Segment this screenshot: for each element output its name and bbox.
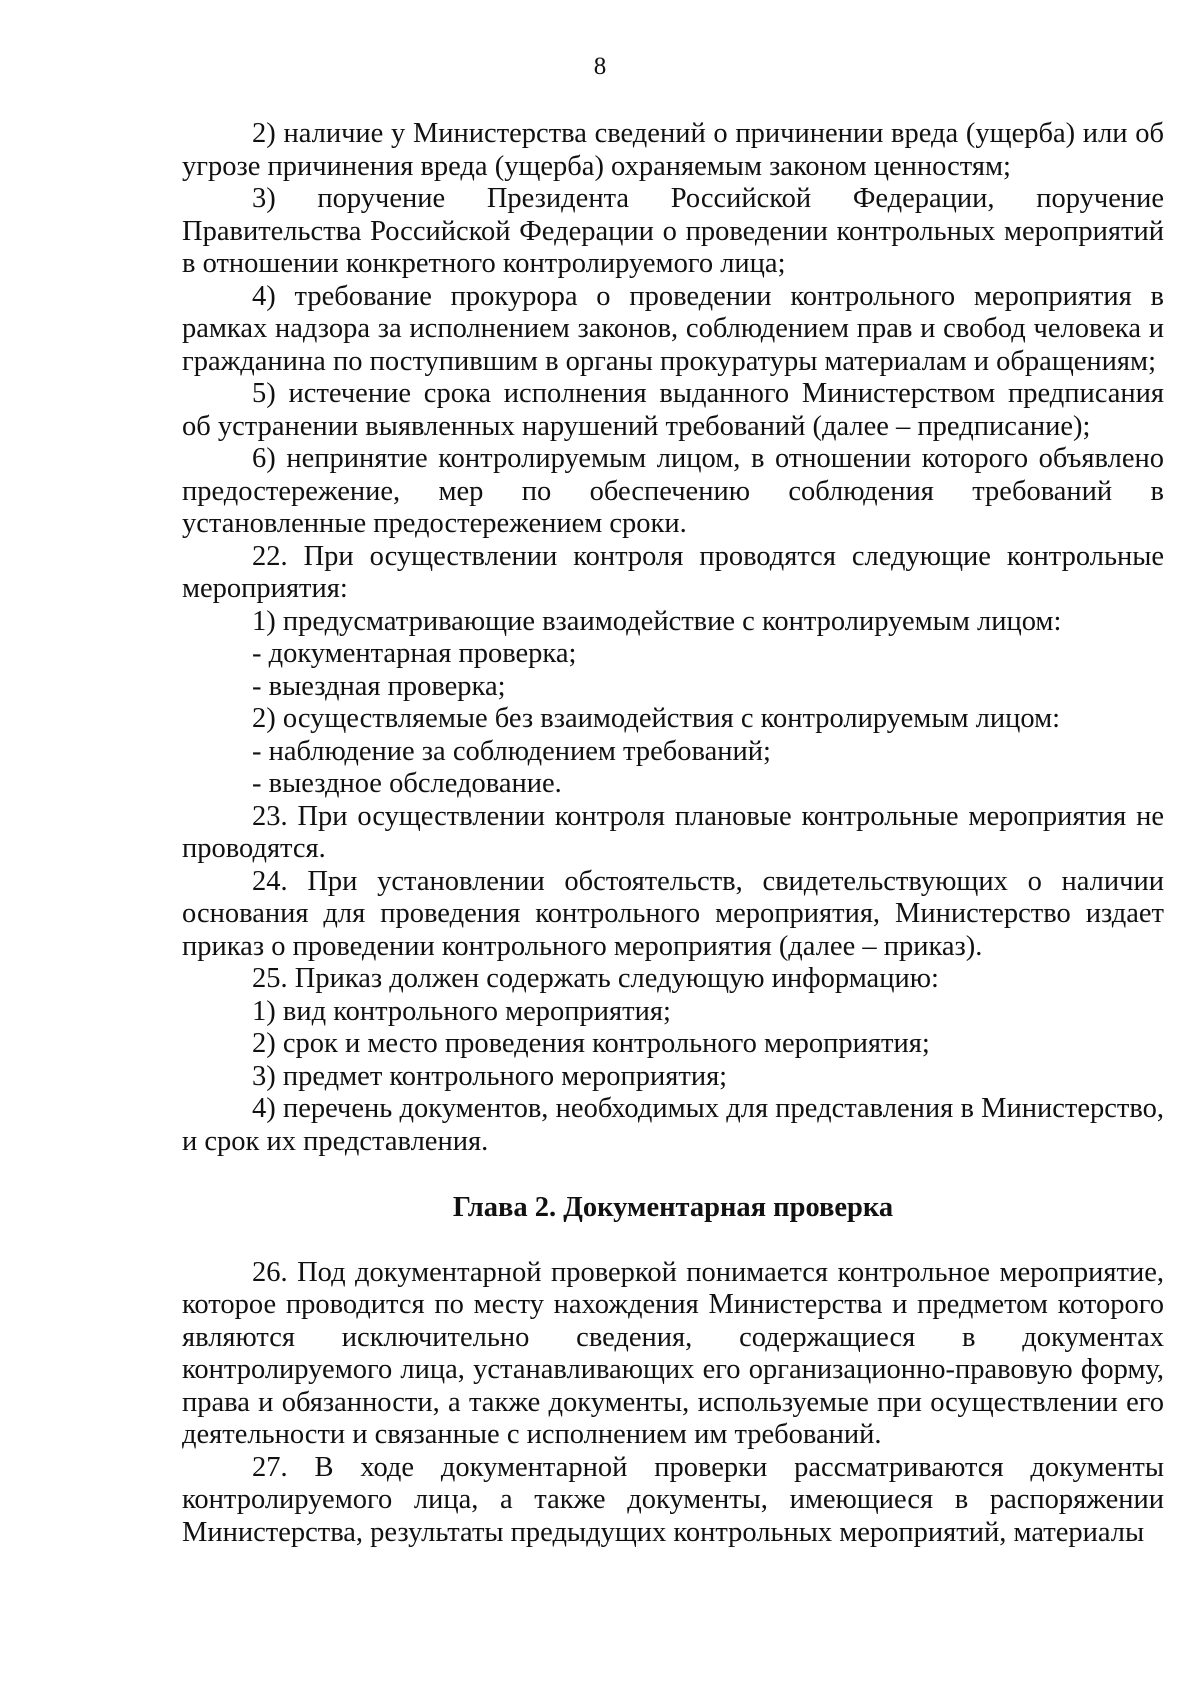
list-item-subject: 3) предмет контрольного мероприятия;	[252, 1060, 728, 1092]
paragraph-25-order-content: 25. Приказ должен содержать следующую информацию:	[252, 963, 939, 994]
paragraph-6-warning-noncompliance: 6) непринятие контролируемым лицом, в отношении которого объявлено предостережение, мер по обеспечению соблюдения требований в установленные предостережением сроки.	[182, 443, 1164, 539]
paragraph-3-president-order: 3) поручение Президента Российской Федерации, поручение Правительства Российской Федерации о проведении контрольных мероприятий в отношении конкретного контролируемого лица;	[182, 183, 1164, 279]
list-item-observation: - наблюдение за соблюдением требований;	[252, 735, 771, 767]
paragraph-5-order-expiry: 5) истечение срока исполнения выданного Министерством предписания об устранении выявленных нарушений требований (далее – предписание);	[182, 378, 1164, 442]
paragraph-22-control-activities: 22. При осуществлении контроля проводятся следующие контрольные мероприятия:	[182, 540, 1164, 604]
document-body	[182, 118, 1164, 1549]
list-item-field-inspection: - выездное обследование.	[252, 768, 562, 799]
paragraph-26-documentary-check: 26. Под документарной проверкой понимается контрольное мероприятие, которое проводится по месту нахождения Министерства и предметом которого являются исключительно сведения, содержащиеся в документах контролируемого лица, устанавливающих его организационно-правовую форму, права и обязанности, а также документы, используемые при осуществлении его деятельности и связанные с исполнением им требований.	[182, 1256, 1164, 1450]
paragraph-24-order-issue: 24. При установлении обстоятельств, свидетельствующих о наличии основания для проведения контрольного мероприятия, Министерство издает приказ о проведении контрольного мероприятия (далее – приказ).	[182, 865, 1164, 962]
paragraph-2-harm-info: 2) наличие у Министерства сведений о причинении вреда (ущерба) или об угрозе причинения вреда (ущерба) охраняемым законом ценностям;	[182, 118, 1164, 182]
list-item-with-interaction: 1) предусматривающие взаимодействие с контролируемым лицом:	[252, 605, 1062, 637]
paragraph-4-prosecutor-demand: 4) требование прокурора о проведении контрольного мероприятия в рамках надзора за исполнением законов, соблюдением прав и свобод человека и гражданина по поступившим в органы прокуратуры материалам и обращениям;	[182, 280, 1164, 377]
page-number: 8	[593, 53, 607, 80]
paragraph-23-no-planned: 23. При осуществлении контроля плановые контрольные мероприятия не проводятся.	[182, 800, 1164, 864]
list-item-without-interaction: 2) осуществляемые без взаимодействия с контролируемым лицом:	[252, 703, 1061, 734]
list-item-activity-type: 1) вид контрольного мероприятия;	[252, 995, 671, 1027]
list-item-field-check: - выездная проверка;	[252, 670, 506, 702]
paragraph-27-documents-review: 27. В ходе документарной проверки рассматриваются документы контролируемого лица, а также документы, имеющиеся в распоряжении Министерства, результаты предыдущих контрольных мероприятий, материалы	[182, 1451, 1164, 1548]
chapter-heading: Глава 2. Документарная проверка	[452, 1192, 894, 1223]
list-item-term-place: 2) срок и место проведения контрольного мероприятия;	[252, 1028, 930, 1059]
list-item-documentary-check: - документарная проверка;	[252, 638, 577, 669]
list-item-documents-list: 4) перечень документов, необходимых для представления в Министерство, и срок их представления.	[182, 1093, 1164, 1157]
